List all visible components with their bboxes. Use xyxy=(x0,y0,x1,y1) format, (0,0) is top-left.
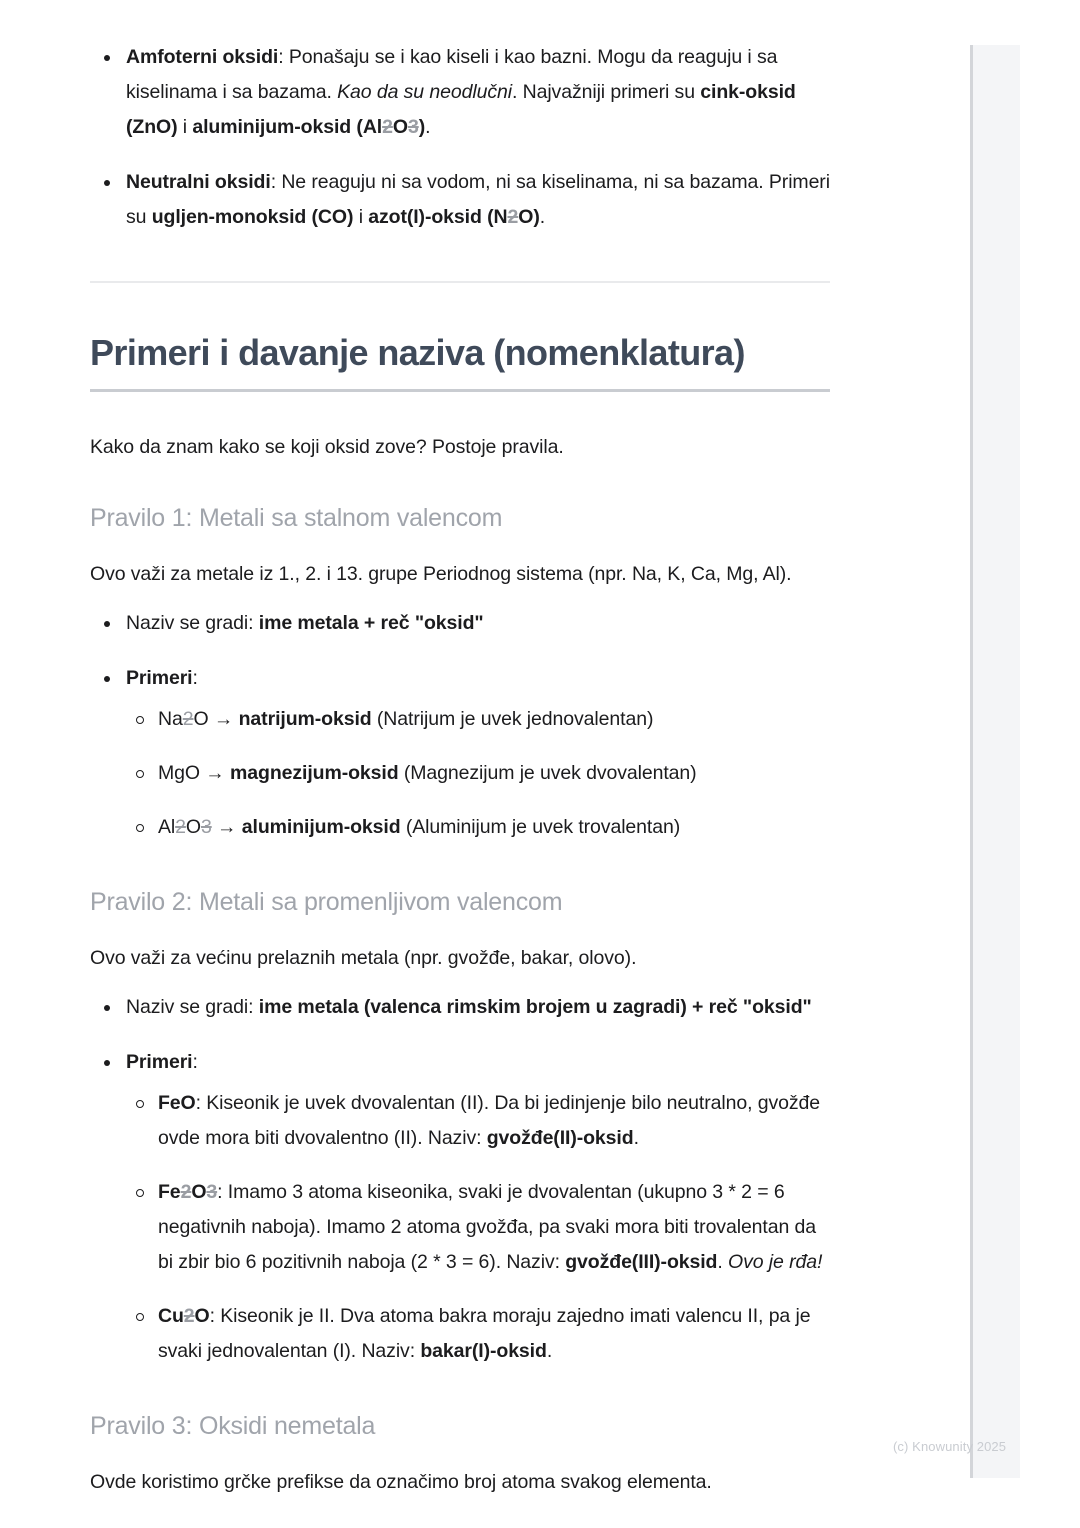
heading-pravilo-1: Pravilo 1: Metali sa stalnom valencom xyxy=(90,504,503,532)
formula-aluminijum-oksid xyxy=(192,116,425,138)
neutralni-text-a: : Ne reaguju ni sa vodom, ni sa kiselinama, ni sa bazama. Primeri su xyxy=(126,171,830,228)
example-natrijum-oksid xyxy=(126,702,830,737)
formula-al2o3 xyxy=(158,816,212,838)
list-item-neutralni-oksidi xyxy=(90,165,830,235)
amfoterni-italic: Kao da su neodlučni xyxy=(337,81,512,103)
formula-cu2o xyxy=(158,1305,210,1327)
formula-text-mid: O xyxy=(518,206,534,228)
section-lead-paragraph: Kako da znam kako se koji oksid zove? Postoje pravila. xyxy=(90,436,564,458)
pravilo-2-examples xyxy=(126,1086,830,1369)
primeri-label-2: Primeri xyxy=(126,1051,193,1073)
scrollbar-track[interactable] xyxy=(970,45,1020,1478)
formula-subscript: 2 xyxy=(382,116,393,138)
primeri-label-1: Primeri xyxy=(126,667,193,689)
formula-pre: Fe xyxy=(158,1181,181,1203)
example-text-cu2o: : Kiseonik je II. Dva atoma bakra moraju zajedno imati valencu II, pa je svaki jednovalentan (I). Naziv: xyxy=(158,1305,811,1362)
paragraph-pravilo-3: Ovde koristimo grčke prefikse da označimo broj atoma svakog elementa. xyxy=(90,1471,712,1493)
example-name-magnezijum: magnezijum-oksid xyxy=(230,762,399,784)
formula-subscript-2: 3 xyxy=(407,116,419,138)
formula-pre: Al xyxy=(158,816,176,838)
pravilo-1-list xyxy=(90,606,830,845)
formula-mgo xyxy=(158,762,200,784)
pravilo-1-examples xyxy=(126,702,830,845)
paragraph-pravilo-1: Ovo važi za metale iz 1., 2. i 13. grupe Periodnog sistema (npr. Na, K, Ca, Mg, Al). xyxy=(90,563,792,585)
arrow-icon: → xyxy=(213,708,234,730)
list-item-amfoterni-oksidi xyxy=(90,40,830,145)
example-note-aluminijum: (Aluminijum je uvek trovalentan) xyxy=(400,816,681,838)
example-text-cu2o-end: . xyxy=(546,1340,553,1362)
page-title: Primeri i davanje naziva (nomenklatura) xyxy=(90,332,745,373)
amfoterni-bold-cink: cink-oksid (ZnO) xyxy=(126,81,796,138)
list-item-naziv-se-gradi-1 xyxy=(90,606,830,641)
term-amfoterni: Amfoterni oksidi xyxy=(126,46,279,68)
example-name-bakar: bakar(I)-oksid xyxy=(420,1340,547,1362)
formula-pre: MgO xyxy=(158,762,200,784)
amfoterni-text-b: . Najvažniji primeri su xyxy=(511,81,701,103)
amfoterni-text-a: : Ponašaju se i kao kiseli i kao bazni. Mogu da reaguju i sa kiselinama i sa bazama. xyxy=(126,46,778,103)
formula-pre: Cu xyxy=(158,1305,184,1327)
list-item-primeri-2 xyxy=(90,1045,830,1369)
title-underline xyxy=(90,389,830,392)
oxide-types-list xyxy=(90,40,830,235)
example-magnezijum-oksid xyxy=(126,756,830,791)
neutralni-bold-co: ugljen-monoksid (CO) xyxy=(151,206,354,228)
example-text-fe2o3-end: . xyxy=(717,1251,729,1273)
example-note-magnezijum: (Magnezijum je uvek dvovalentan) xyxy=(398,762,697,784)
example-text-feo: : Kiseonik je uvek dvovalentan (II). Da bi jedinjenje bilo neutralno, gvožđe ovde mora biti dvovalentno (II). Naziv: xyxy=(158,1092,820,1149)
formula-post: O xyxy=(193,708,209,730)
formula-fe2o3 xyxy=(158,1181,217,1203)
example-fe2o3 xyxy=(126,1175,830,1280)
formula-text-end: ) xyxy=(533,206,540,228)
formula-mid: O xyxy=(194,1305,210,1327)
formula-text: aluminijum-oksid (Al xyxy=(192,116,383,138)
naziv-rule-bold: ime metala + reč "oksid" xyxy=(258,612,484,634)
heading-pravilo-2: Pravilo 2: Metali sa promenljivom valencom xyxy=(90,888,563,916)
heading-pravilo-3: Pravilo 3: Oksidi nemetala xyxy=(90,1412,376,1440)
section-divider xyxy=(90,281,830,283)
formula-subscript: 2 xyxy=(507,206,519,228)
formula-subscript: 2 xyxy=(183,1305,195,1327)
list-item-primeri-1 xyxy=(90,661,830,845)
naziv-rule-bold-2: ime metala (valenca rimskim brojem u zagradi) + reč "oksid" xyxy=(258,996,812,1018)
naziv-prefix-2: Naziv se gradi: xyxy=(126,996,259,1018)
formula-text: azot(I)-oksid (N xyxy=(368,206,508,228)
example-name-natrijum: natrijum-oksid xyxy=(238,708,372,730)
paragraph-pravilo-2: Ovo važi za većinu prelaznih metala (npr. gvožđe, bakar, olovo). xyxy=(90,947,637,969)
primeri-colon-1: : xyxy=(192,667,198,689)
example-text-fe2o3: : Imamo 3 atoma kiseonika, svaki je dvovalentan (ukupno 3 * 2 = 6 negativnih naboja). Imamo 2 atoma gvožđa, pa svaki mora biti trovalentan da bi zbir bio 6 pozitivnih naboja (2 * 3 = 6). Naziv: xyxy=(158,1181,817,1273)
formula-subscript: 2 xyxy=(182,708,194,730)
pravilo-2-list xyxy=(90,990,830,1369)
formula-subscript: 2 xyxy=(175,816,186,838)
example-note-natrijum: (Natrijum je uvek jednovalentan) xyxy=(371,708,654,730)
formula-post: O xyxy=(185,816,201,838)
list-item-naziv-se-gradi-2 xyxy=(90,990,830,1025)
example-cu2o xyxy=(126,1299,830,1369)
copyright-watermark: (c) Knowunity 2025 xyxy=(893,1439,1007,1454)
arrow-icon: → xyxy=(205,762,225,784)
example-name-gvozdje-3: gvožđe(III)-oksid xyxy=(565,1251,718,1273)
example-italic-rdja: Ovo je rđa! xyxy=(728,1251,823,1273)
example-name-aluminijum: aluminijum-oksid xyxy=(241,816,401,838)
formula-mid: O xyxy=(191,1181,207,1203)
formula-na2o xyxy=(158,708,209,730)
formula-text-mid: O xyxy=(392,116,408,138)
example-name-gvozdje-2: gvožđe(II)-oksid xyxy=(486,1127,634,1149)
example-feo xyxy=(126,1086,830,1156)
neutralni-text-c: i xyxy=(353,206,369,228)
amfoterni-text-c: i xyxy=(177,116,193,138)
formula-azot-oksid xyxy=(368,206,539,228)
formula-subscript: 2 xyxy=(180,1181,192,1203)
example-aluminijum-oksid xyxy=(126,810,830,845)
formula-pre: Na xyxy=(158,708,183,730)
formula-subscript-2: 3 xyxy=(200,816,212,838)
amfoterni-text-d: . xyxy=(425,116,431,138)
formula-subscript-2: 3 xyxy=(206,1181,218,1203)
primeri-colon-2: : xyxy=(192,1051,198,1073)
formula-feo: FeO xyxy=(158,1092,196,1114)
arrow-icon: → xyxy=(217,816,237,838)
term-neutralni: Neutralni oksidi xyxy=(126,171,271,193)
neutralni-text-d: . xyxy=(539,206,546,228)
naziv-prefix: Naziv se gradi: xyxy=(126,612,259,634)
formula-text-end: ) xyxy=(418,116,426,138)
example-text-feo-end: . xyxy=(633,1127,639,1149)
